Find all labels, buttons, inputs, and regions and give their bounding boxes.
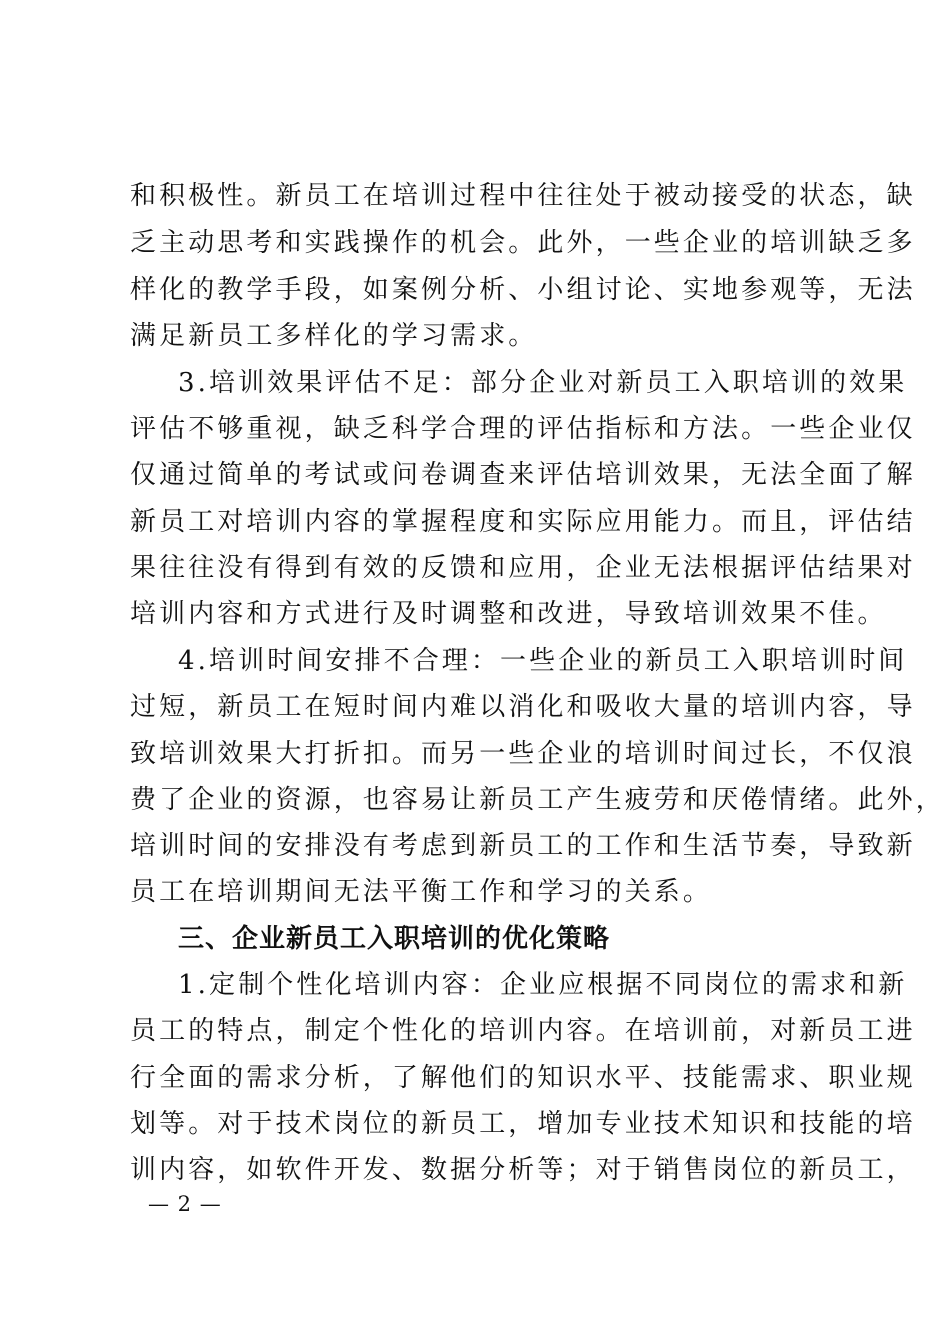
text-line: 划等。对于技术岗位的新员工，增加专业技术知识和技能的培 <box>130 1109 916 1139</box>
text-line: 员工在培训期间无法平衡工作和学习的关系。 <box>130 877 713 907</box>
text-line: 致培训效果大打折扣。而另一些企业的培训时间过长，不仅浪 <box>130 739 916 769</box>
text-line: 员工的特点，制定个性化的培训内容。在培训前，对新员工进 <box>130 1016 916 1046</box>
text-line: 培训内容和方式进行及时调整和改进，导致培训效果不佳。 <box>130 599 887 629</box>
text-line: 3.培训效果评估不足：部分企业对新员工入职培训的效果 <box>178 368 908 398</box>
text-line: 培训时间的安排没有考虑到新员工的工作和生活节奏，导致新 <box>130 831 916 861</box>
text-line: 费了企业的资源，也容易让新员工产生疲劳和厌倦情绪。此外， <box>130 785 945 815</box>
text-line: 训内容，如软件开发、数据分析等；对于销售岗位的新员工， <box>130 1155 916 1185</box>
text-line: 仅通过简单的考试或问卷调查来评估培训效果，无法全面了解 <box>130 460 916 490</box>
text-line: 满足新员工多样化的学习需求。 <box>130 321 538 351</box>
text-line: 过短，新员工在短时间内难以消化和吸收大量的培训内容，导 <box>130 692 916 722</box>
text-line: 果往往没有得到有效的反馈和应用，企业无法根据评估结果对 <box>130 553 916 583</box>
page-number: — 2 — <box>148 1192 222 1216</box>
text-line: 1.定制个性化培训内容：企业应根据不同岗位的需求和新 <box>178 970 908 1000</box>
text-line: 样化的教学手段，如案例分析、小组讨论、实地参观等，无法 <box>130 275 916 305</box>
text-line: 4.培训时间安排不合理：一些企业的新员工入职培训时间 <box>178 646 908 676</box>
text-line: 和积极性。新员工在培训过程中往往处于被动接受的状态，缺 <box>130 181 916 211</box>
text-line: 新员工对培训内容的掌握程度和实际应用能力。而且，评估结 <box>130 507 916 537</box>
section-heading: 三、企业新员工入职培训的优化策略 <box>178 924 611 954</box>
text-line: 行全面的需求分析，了解他们的知识水平、技能需求、职业规 <box>130 1063 916 1093</box>
text-line: 乏主动思考和实践操作的机会。此外，一些企业的培训缺乏多 <box>130 228 916 258</box>
text-line: 评估不够重视，缺乏科学合理的评估指标和方法。一些企业仅 <box>130 414 916 444</box>
